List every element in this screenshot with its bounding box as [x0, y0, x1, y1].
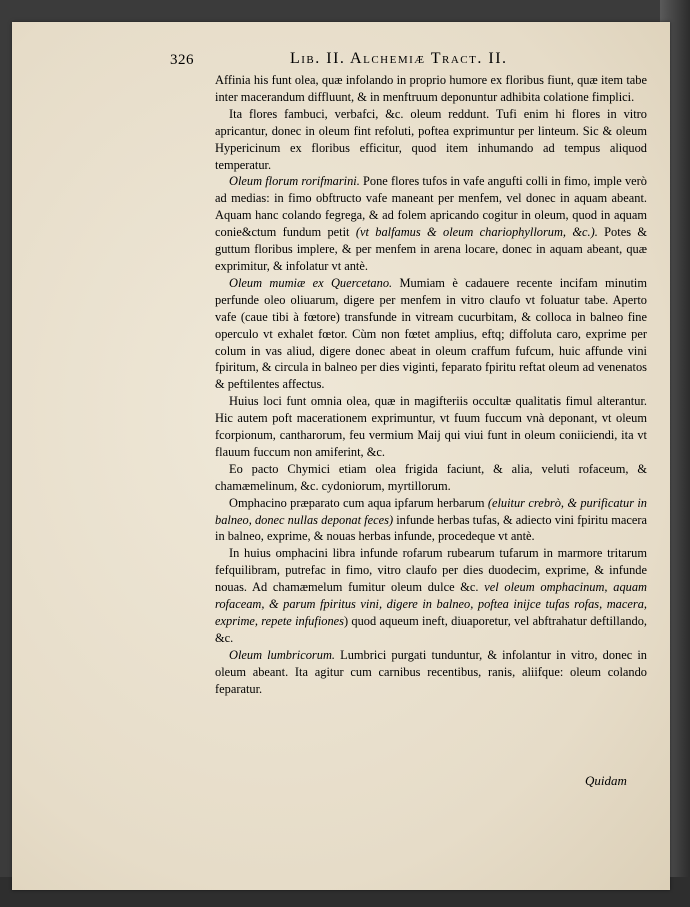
text-run: Huius loci funt omnia olea, quæ in magifteriis occultæ qualitatis fimul alterantur. Hic autem poft macerationem exprimuntur, vt fuum fuccum vnà deponant, vt oleum fcorpionum, cantharorum, feu vermium Maij qui viui funt in oleum coniiciendi, ita vt flauum fuccum non amiferint, &c. [215, 394, 647, 459]
text-run: Lumbrici purgati tunduntur, & infolantur in vitro, donec in oleum abeant. Ita agitur cum carnibus recentibus, ranis, aliifque: oleum colando feparatur. [215, 647, 647, 696]
running-head: Lib. II. Alchemiæ Tract. II. [290, 50, 508, 67]
paragraph [215, 393, 647, 461]
text-run: infunde herbas tufas, & adiecto vini fpiritu macera in balneo, exprime, & nouas herbas infunde, procedeque vt antè. [215, 512, 647, 544]
paragraph [215, 275, 647, 393]
text-run: Omphacino præparato cum aqua ipfarum herbarum [229, 495, 488, 510]
text-run: Potes & guttum floribus implere, & per menfem in arena locare, donec in aquam abeant, quæ exprimitur, & infolatur vt antè. [215, 225, 647, 273]
paragraph [215, 106, 647, 174]
text-run: Ita flores fambuci, verbafci, &c. oleum reddunt. Tufi enim hi flores in vitro apricantur, donec in oleum fint refoluti, poftea exprimuntur per linteum. Sic & oleum Hypericinum ex floribus efficitur, quod item inhumando ad tempus aliquod temperatur. [215, 106, 647, 172]
page-number: 326 [170, 52, 194, 68]
paragraph [215, 72, 647, 106]
text-run: Affinia his funt olea, quæ infolando in proprio humore ex floribus fiunt, quæ item tabe inter macerandum diffluunt, & in menftruum deponuntur adhibita colatione fimplici. [215, 73, 647, 104]
recipe-heading: Oleum lumbricorum. [229, 647, 335, 662]
recipe-heading: Oleum florum rorifmarini. [229, 174, 360, 189]
text-run: In huius omphacini libra infunde rofarum rubearum tufarum in marmore tritarum fefquilibram, putrefac in fimo, vitro claufo per dies duodecim, exprime, & infunde nouas. Ad chamæmelum fumitur oleum dulce &c. [215, 546, 647, 595]
catchword: Quidam [585, 773, 627, 788]
text-run: ) quod aqueum ineft, diuaporetur, vel abftrahatur deftillando, &c. [215, 614, 647, 645]
paragraph [215, 495, 647, 546]
paragraph [215, 647, 647, 698]
italic-aside: vel oleum omphacinum, aquam rofaceam, & parum fpiritus vini, digere in balneo, poftea inijce tufas rofas, macera, exprime, repete infufiones [215, 580, 647, 628]
text-run: Mumiam è cadauere recente incifam minutim perfunde oleo oliuarum, digere per menfem in vitro claufo vt foluatur tabe. Aperto vafe (caue tibi à fœtore) transfunde in vitream cucurbitam, & colloca in balneo fine operculo vt exhalet fœtor. Cùm non fœtet amplius, eftq; diffoluta caro, exprime per colum in vas aliud, digere donec abeat in oleum craffum fufcum, huic affunde vini fpiritum, & circula in balneo per dies viginti, feparato fpiritu reftat oleum ad venenatos & peftilentes affectus. [215, 275, 647, 392]
italic-aside: (vt balfamus & oleum chariophyllorum, &c.). [355, 225, 598, 240]
paragraph [215, 173, 647, 274]
text-run: Eo pacto Chymici etiam olea frigida faciunt, & alia, veluti rofaceum, & chamæmelinum, &c. cydoniorum, myrtillorum. [215, 461, 647, 493]
paragraph [215, 545, 647, 646]
recipe-heading: Oleum mumiæ ex Quercetano. [229, 275, 393, 290]
paragraph [215, 461, 647, 495]
italic-aside: (eluitur crebrò, & purificatur in balneo, donec nullas deponat feces) [215, 495, 647, 527]
text-run: Pone flores tufos in vafe angufti colli in fimo, imple verò ad medias: in fimo obftructo vafe maneant per menfem, vel donec in aquam abeant. Aquam hanc colando fegrega, & ad folem apricando cogitur in oleum, quod in aquam conie&ctum fundum petit [215, 174, 647, 240]
body-text [215, 72, 647, 698]
